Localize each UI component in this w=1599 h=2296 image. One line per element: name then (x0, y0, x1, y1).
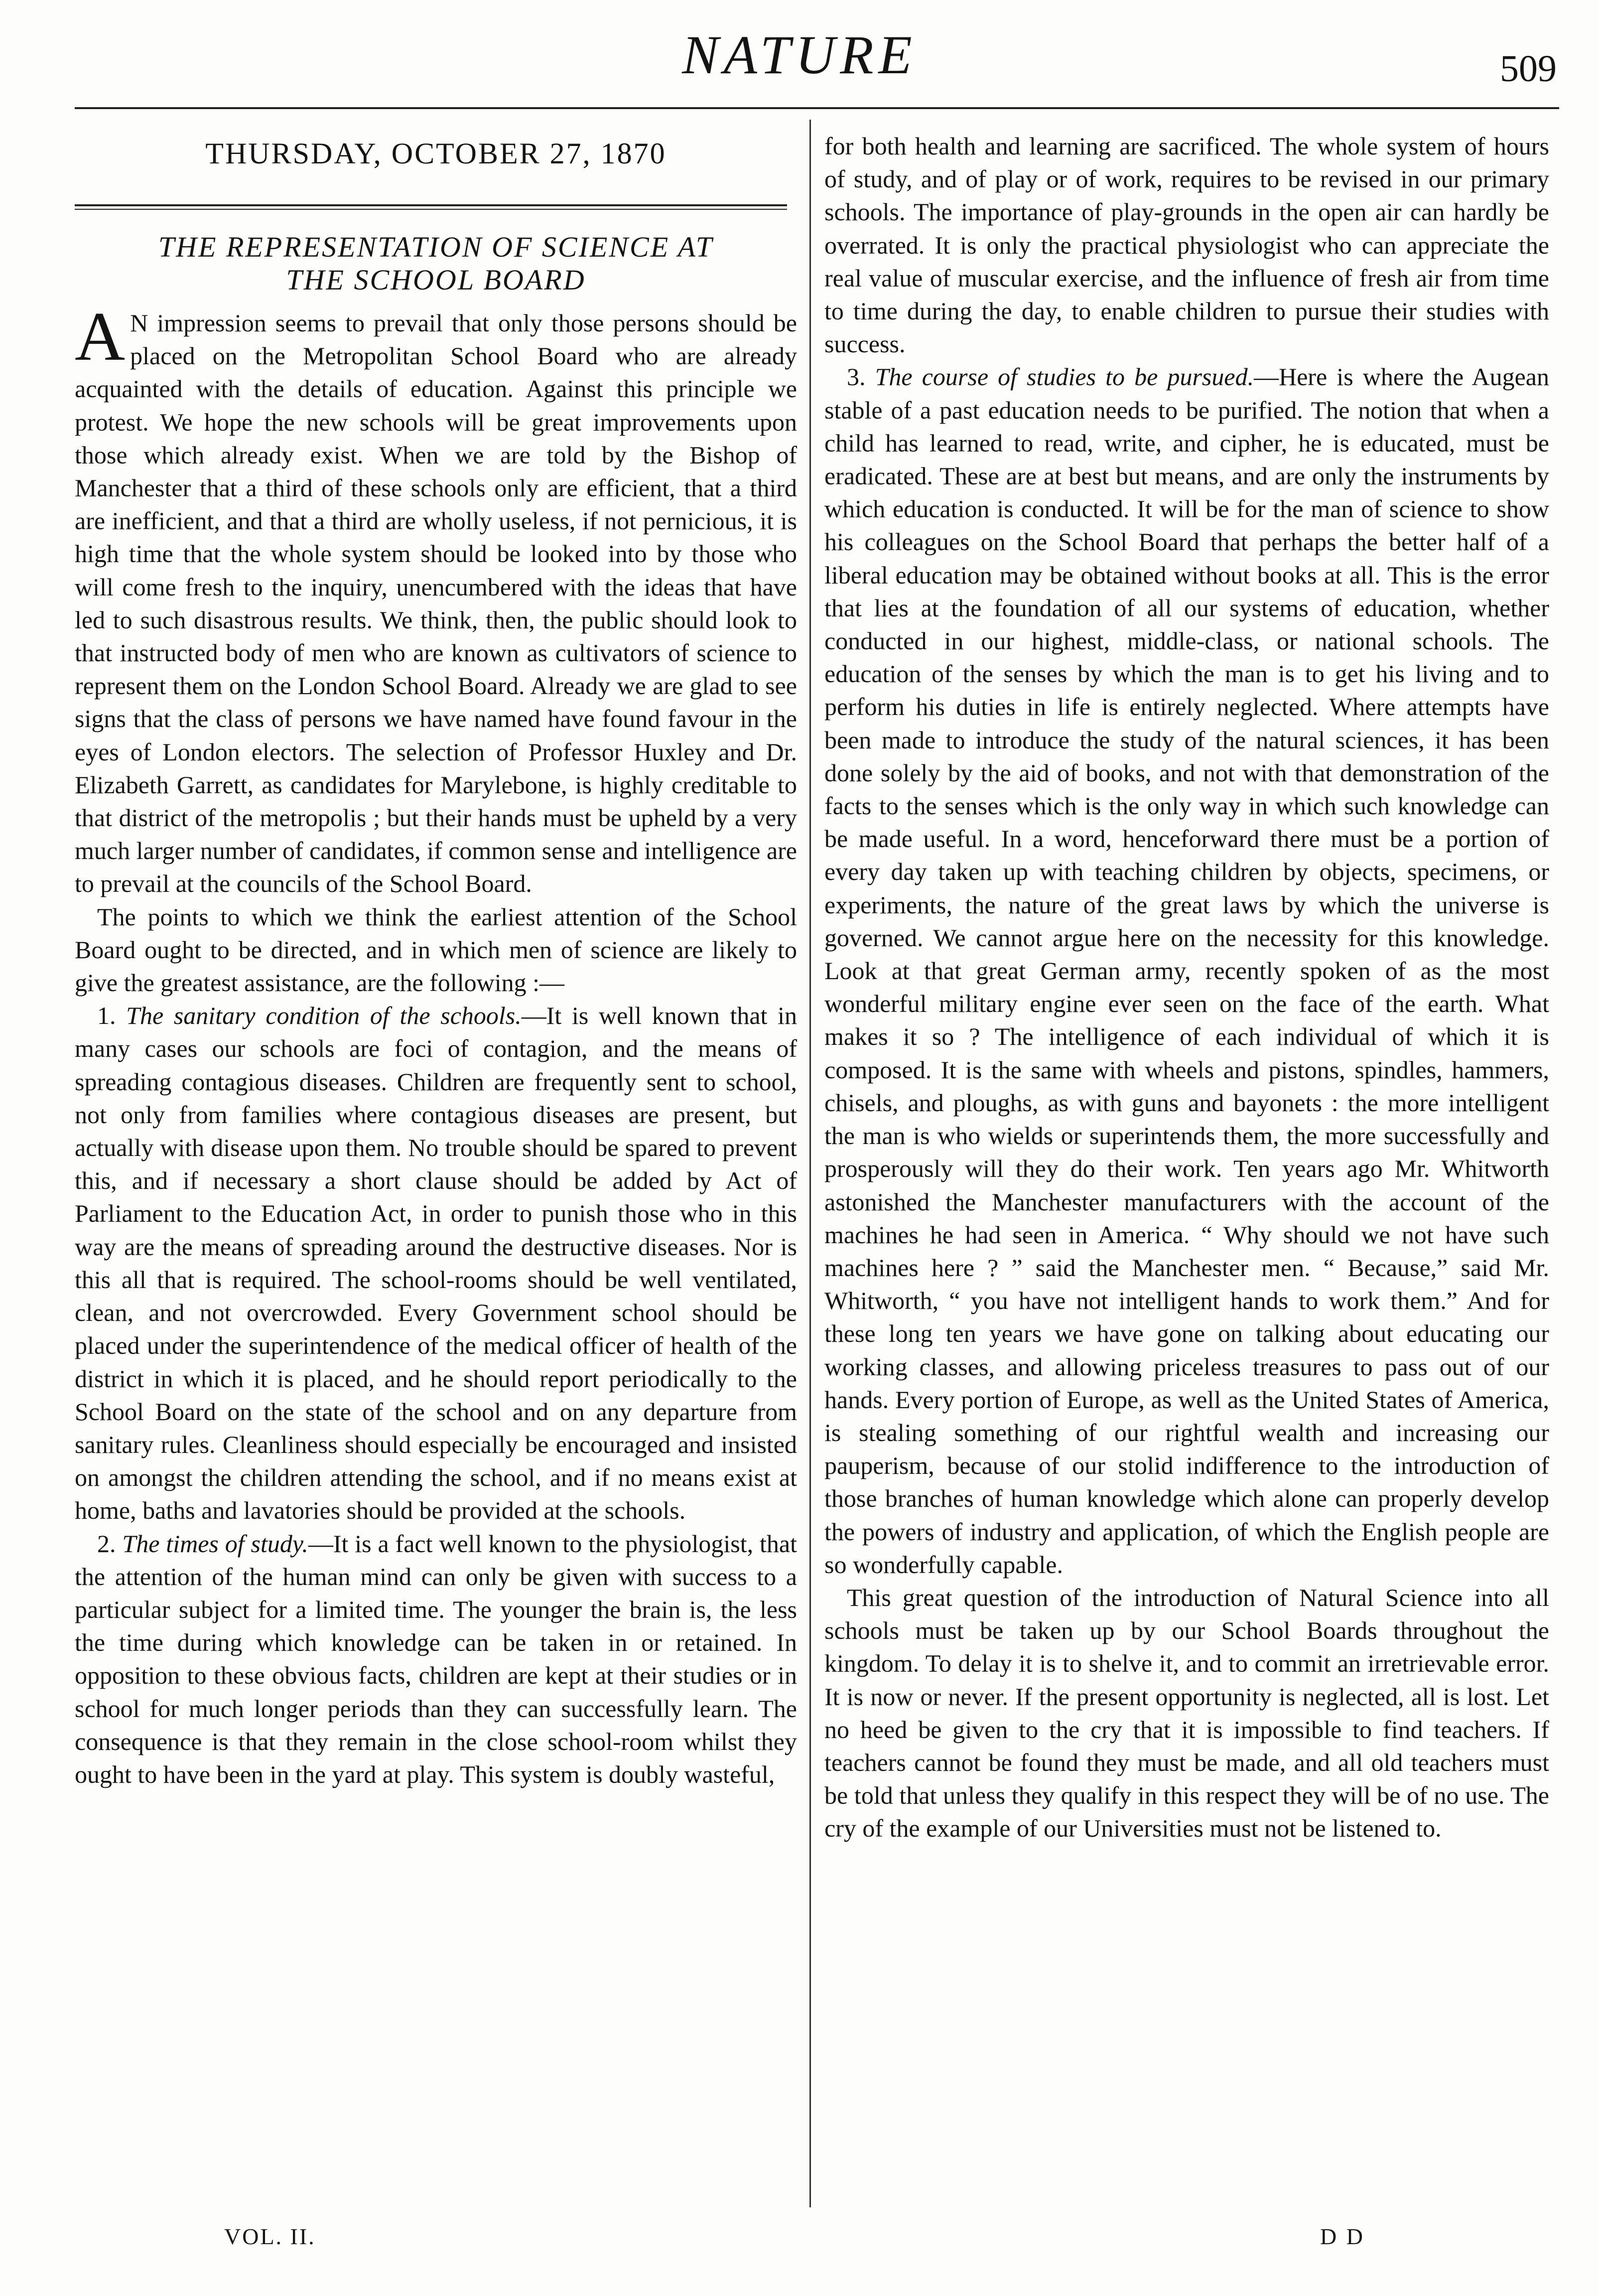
signature-mark: D D (1320, 2224, 1365, 2249)
point-1-heading: The sanitary condition of the schools. (126, 1002, 522, 1030)
left-column (75, 130, 797, 1791)
point-2-paragraph (75, 1527, 797, 1791)
point-3-heading: The course of studies to be pursued. (875, 363, 1254, 391)
article-title (75, 231, 797, 296)
point-2-heading: The times of study. (122, 1529, 308, 1558)
point-2-text: —It is a fact well known to the physiologist, that the attention of the human mind can only be given with success to a particular subject for a limited time. The younger the brain is, the less the time during which knowledge can be taken in or retained. In opposition to these obvious facts, children are kept at their studies or in school for much longer periods than they can successfully learn. The consequence is that they remain in the close school-room whilst they ought to have been in the yard at play. This system is doubly wasteful, (75, 1529, 798, 1788)
intro-text: N impression seems to prevail that only those persons should be placed on the Metropolitan School Board who are already acquainted with the details of education. Against this principle we protest. We hope the new schools will be great improvements upon those which already exist. When we are told by the Bishop of Manchester that a third of these schools only are efficient, that a third are inefficient, and that a third are wholly useless, if not pernicious, it is high time that the whole system should be looked into by those who will come fresh to the inquiry, unencumbered with the ideas that have led to such disastrous results. We think, then, the public should look to that instructed body of men who are known as cultivators of science to represent them on the London School Board. Already we are glad to see signs that the class of persons we have named have found favour in the eyes of London electors. The selection of Professor Huxley and Dr. Elizabeth Garrett, as candidates for Marylebone, is highly creditable to that district of the metropolis ; but their hands must be upheld by a very much larger number of candidates, if common sense and intelligence are to prevail at the councils of the School Board. (75, 309, 797, 898)
drop-cap: A (75, 298, 126, 375)
point-1-text: —It is well known that in many cases our schools are foci of contagion, and the means of spreading contagious diseases. Children are frequently sent to school, not only from families where contagious diseases are present, but actually with disease upon them. No trouble should be spared to prevent this, and if necessary a short clause should be added by Act of Parliament to the Education Act, in order to punish those who in this way are the means of spreading around the destructive diseases. Nor is this all that is required. The school-rooms should be well ventilated, clean, and not overcrowded. Every Government school should be placed under the superintendence of the medical officer of health of the district in which it is placed, and he should report periodically to the School Board on the state of the school and on any departure from sanitary rules. Cleanliness should especially be encouraged and insisted on amongst the children attending the school, and if no means exist at home, baths and lavatories should be provided at the schools. (75, 1002, 798, 1525)
right-column (824, 130, 1549, 1845)
point-3-text: —Here is where the Augean stable of a past education needs to be purified. The notion that when a child has learned to read, write, and cipher, he is educated, must be eradicated. These are at best but means, and are only the instruments by which education is conducted. It will be for the man of science to show his colleagues on the School Board that perhaps the better half of a liberal education may be obtained without books at all. This is the error that lies at the foundation of all our systems of education, whether conducted in our highest, middle-class, or national schools. The education of the senses by which the man is to get his living and to perform his duties in life is entirely neglected. Where attempts have been made to introduce the study of the natural sciences, it has been done solely by the aid of books, and not with that demonstration of the facts to the senses which is the only way in which such knowledge can be made useful. In a word, henceforward there must be a portion of every day taken up with teaching children by objects, specimens, or experiments, the nature of the great laws by which the universe is governed. We cannot argue here on the necessity for this knowledge. Look at that great German army, recently spoken of as the most wonderful military engine ever seen on the face of the earth. What makes it so ? The intelligence of each individual of which it is composed. It is the same with wheels and pistons, spindles, hammers, chisels, and ploughs, as with guns and bayonets : the more intelligent the man is who wields or superintends them, the more successfully and prosperously will they do their work. Ten years ago Mr. Whitworth astonished the Manchester manufacturers with the account of the machines he had seen in America. “ Why should we not have such machines here ? ” said the Manchester men. “ Because,” said Mr. Whitworth, “ you have not intelligent hands to work them.” And for these long ten years we have gone on talking about educating our working classes, and allowing priceless treasures to pass out of our hands. Every portion of Europe, as well as the United States of America, is stealing something of our rightful wealth and increasing our pauperism, because of our stolid indifference to the introduction of those branches of human knowledge which alone can properly develop the powers of industry and application, of which the English people are so wonderfully capable. (824, 363, 1550, 1578)
article-title-line1: THE REPRESENTATION OF SCIENCE AT (158, 231, 714, 263)
column-divider (809, 120, 811, 2207)
point-3-paragraph (824, 360, 1549, 1581)
points-intro-paragraph: The points to which we think the earliest attention of the School Board ought to be directed, and in which men of science are likely to give the greatest assistance, are the following :— (75, 902, 797, 997)
dateline: THURSDAY, OCTOBER 27, 1870 (205, 137, 666, 170)
closing-paragraph: This great question of the introduction of Natural Science into all schools must be taken up by our School Boards throughout the kingdom. To delay it is to shelve it, and to commit an irretrievable error. It is now or never. If the present opportunity is neglected, all is lost. Let no heed be given to the cry that it is impossible to find teachers. If teachers cannot be found they must be made, and all old teachers must be told that unless they qualify in this respect they will be of no use. The cry of the example of our Universities must not be listened to. (824, 1583, 1549, 1843)
intro-paragraph (75, 298, 797, 900)
header-rule (75, 107, 1559, 109)
page-number: 509 (1500, 48, 1557, 90)
article-title-line2: THE SCHOOL BOARD (286, 264, 586, 296)
point-2-number: 2. (97, 1529, 116, 1558)
volume-label: VOL. II. (224, 2224, 316, 2249)
journal-masthead: NATURE (682, 24, 917, 85)
double-rule (75, 204, 787, 210)
point-1-number: 1. (97, 1002, 116, 1030)
point-1-paragraph (75, 999, 797, 1527)
point-2-continuation: for both health and learning are sacrificed. The whole system of hours of study, and of play or of work, requires to be revised in our primary schools. The importance of play-grounds in the open air can hardly be overrated. It is only the practical physiologist who can appreciate the real value of muscular exercise, and the influence of fresh air from time to time during the day, to enable children to pursue their studies with success. (824, 132, 1549, 358)
point-3-number: 3. (847, 363, 866, 391)
